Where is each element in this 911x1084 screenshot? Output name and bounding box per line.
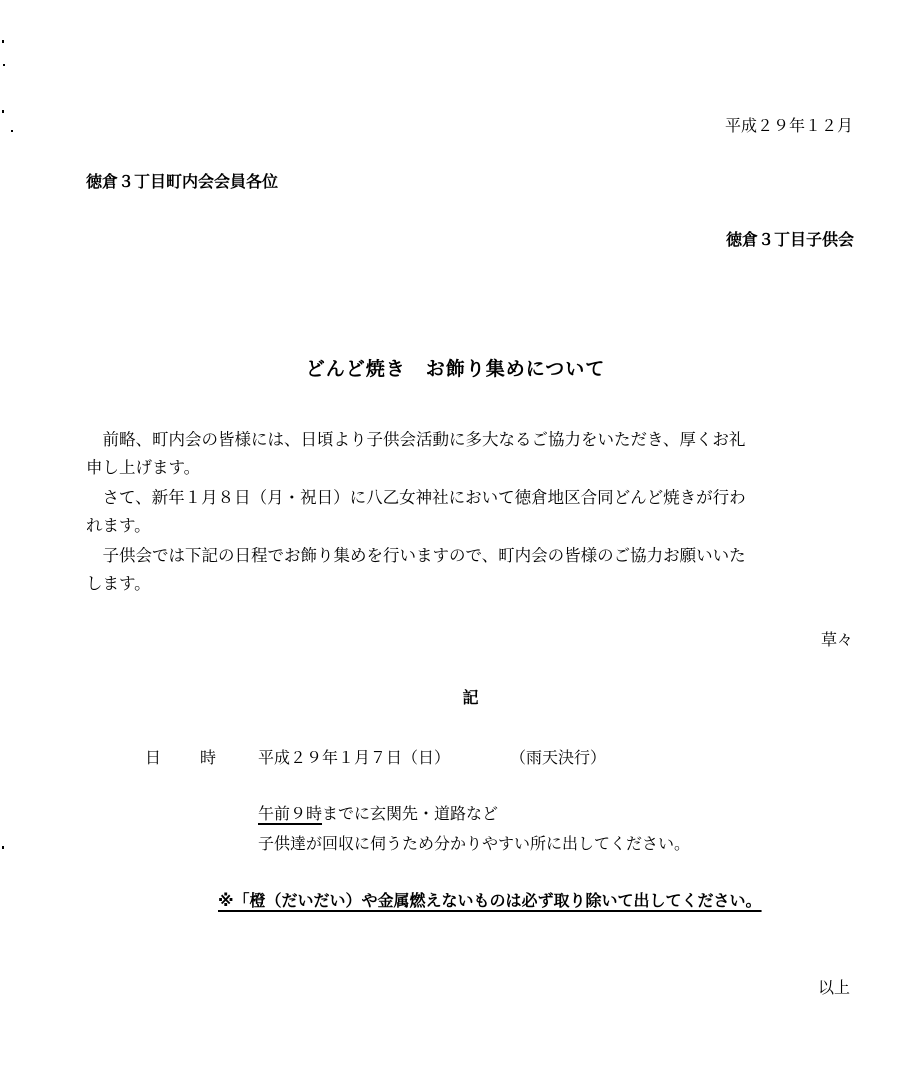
- body-line: 申し上げます。: [86, 458, 201, 477]
- body-line: します。: [86, 574, 151, 593]
- scan-speck: [2, 846, 4, 849]
- body-line: 子供会では下記の日程でお飾り集めを行いますので、町内会の皆様のご協力お願いいた: [86, 546, 746, 565]
- deadline-rest: までに玄関先・道路など: [322, 804, 499, 823]
- deadline-time: 午前９時: [258, 804, 323, 823]
- body-line: さて、新年１月８日（月・祝日）に八乙女神社において徳倉地区合同どんど焼きが行わ: [86, 488, 746, 507]
- deadline-line: [258, 806, 498, 822]
- datetime-label-day: 日: [145, 748, 162, 767]
- sender-line: 徳倉３丁目子供会: [725, 230, 854, 249]
- page-title: どんど焼き お飾り集めについて: [305, 358, 606, 380]
- closing-word: 草々: [820, 630, 853, 649]
- scan-speck: [3, 64, 5, 66]
- scan-speck: [2, 40, 4, 43]
- warning-note: ※「橙（だいだい）や金属燃えないものは必ず取り除いて出してください。: [218, 891, 762, 910]
- datetime-label-time: 時: [200, 748, 217, 767]
- recipient-line: 徳倉３丁目町内会会員各位: [86, 172, 279, 191]
- document-date: 平成２９年１２月: [724, 116, 853, 135]
- weather-note: （雨天決行）: [510, 748, 607, 767]
- scan-speck: [2, 110, 4, 113]
- collection-date: 平成２９年１月７日（日）: [258, 748, 451, 767]
- body-line: 前略、町内会の皆様には、日頃より子供会活動に多大なるご協力をいただき、厚くお礼: [86, 430, 746, 449]
- notes-heading: 記: [462, 688, 479, 707]
- body-line: れます。: [86, 516, 151, 535]
- placement-note: 子供達が回収に伺うため分かりやすい所に出してください。: [258, 834, 691, 853]
- scan-speck: [11, 130, 13, 132]
- end-mark: 以上: [817, 978, 850, 997]
